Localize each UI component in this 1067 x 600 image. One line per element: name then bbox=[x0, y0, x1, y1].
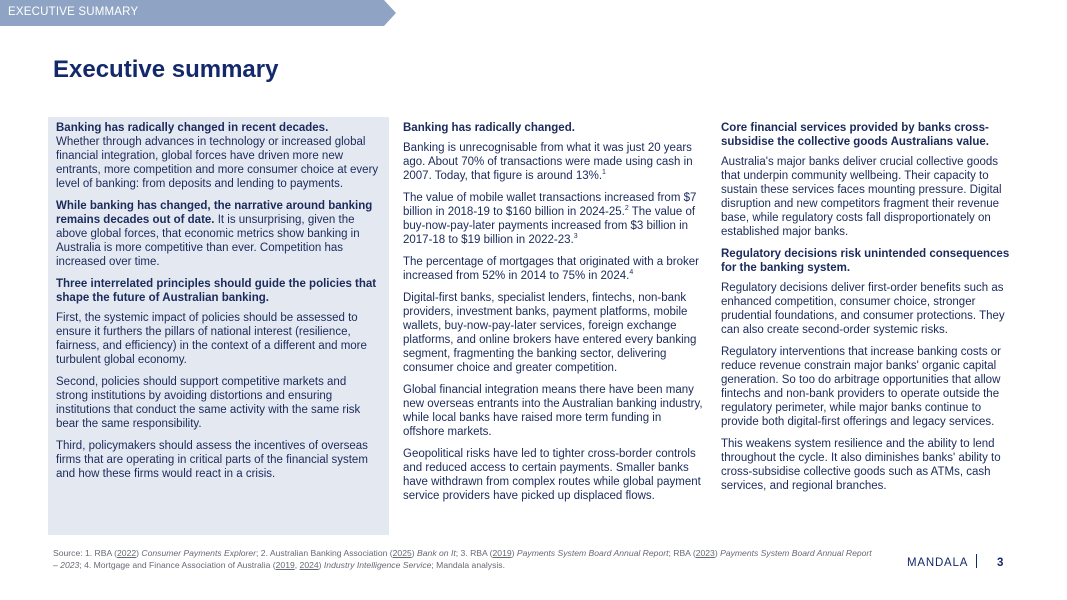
source-title: Payments System Board Annual Report bbox=[516, 548, 669, 558]
paragraph-text: It is unsurprising, given the above global forces, that economic metrics show banking in Australia is more competitive than ever. Competition has increased over time. bbox=[56, 214, 360, 268]
footnote-ref: 4 bbox=[629, 269, 634, 277]
source-text: ) bbox=[511, 548, 517, 558]
column-paragraph: Regulatory decisions deliver first-order benefits such as enhanced competition, consumer choice, stronger prudential foundations, and consumer protections. They can also create second-order systemic risks. bbox=[721, 282, 1005, 336]
source-text: ) bbox=[714, 548, 721, 558]
source-title: Bank on It bbox=[417, 548, 456, 558]
column-heading: Core financial services provided by banks cross-subsidise the collective goods Australians value. bbox=[721, 122, 989, 148]
source-link[interactable]: 2024 bbox=[299, 559, 319, 570]
panel-paragraph: Third, policymakers should assess the incentives of overseas firms that are operating in critical parts of the financial system and how these firms would react in a crisis. bbox=[56, 440, 368, 480]
source-link[interactable]: 2022 bbox=[117, 548, 137, 558]
column-paragraph: Geopolitical risks have led to tighter cross-border controls and reduced access to certain payments. Smaller banks have withdrawn from complex routes while global payment service providers have picked up displaced flows. bbox=[403, 448, 701, 502]
column-paragraph bbox=[403, 141, 703, 183]
footnote-ref: 2 bbox=[624, 205, 629, 213]
panel-paragraph: Whether through advances in technology or increased global financial integration, global forces have driven more new entrants, more competition and more consumer choice at every level of banking: from deposits and lending to payments. bbox=[56, 136, 379, 190]
footnote-ref: 1 bbox=[602, 169, 606, 177]
column-paragraph: Digital-first banks, specialist lenders, fintechs, non-bank providers, investment banks, payment platforms, mobile wallets, buy-now-pay-later services, foreign exchange platforms, and online brokers have entered every banking segment, fragmenting the banking sector, delivering consumer choice and greater competition. bbox=[403, 292, 697, 374]
source-link[interactable]: 2023 bbox=[695, 548, 715, 558]
source-text: ) bbox=[411, 548, 418, 558]
panel-heading: Banking has radically changed in recent decades. bbox=[56, 122, 329, 134]
panel-heading: Three interrelated principles should guide the policies that shape the future of Australian banking. bbox=[56, 278, 377, 304]
source-text: ) bbox=[136, 548, 142, 558]
source-text: ; RBA ( bbox=[668, 548, 696, 558]
footnote-ref: 3 bbox=[573, 233, 578, 241]
paragraph-text: The value of mobile wallet transactions increased from $7 billion in 2018-19 to $160 billion in 2024-25. bbox=[403, 192, 697, 218]
column-heading: Regulatory decisions risk unintended consequences for the banking system. bbox=[721, 248, 1010, 274]
paragraph-text: Banking is unrecognisable from what it was just 20 years ago. About 70% of transactions were made using cash in 2007. Today, that figure is around 13%. bbox=[403, 142, 693, 182]
column-paragraph: This weakens system resilience and the ability to lend throughout the cycle. It also diminishes banks' ability to cross-subsidise collective goods such as ATMs, cash services, and regional branches. bbox=[721, 438, 1001, 492]
page-number: 3 bbox=[997, 557, 1004, 569]
source-title: Payments System Board Annual Report – 2023 bbox=[53, 548, 872, 570]
column-paragraph: Australia's major banks deliver crucial collective goods that underpin community wellbeing. Their capacity to sustain these services faces mounting pressure. Digital disruption and new competitors fragment their revenue base, while regulatory costs fall disproportionately on established major banks. bbox=[721, 156, 1002, 238]
right-column bbox=[721, 117, 1016, 501]
brand-logo-text: MANDALA bbox=[907, 557, 969, 569]
source-text: , bbox=[294, 559, 300, 570]
source-text: ; Mandala analysis. bbox=[431, 559, 505, 570]
left-panel bbox=[48, 117, 389, 535]
panel-paragraph: First, the systemic impact of policies should be assessed to ensure it furthers the pillars of national interest (resilience, fairness, and efficiency) in the context of a different and more turbulent global economy. bbox=[56, 312, 367, 366]
column-paragraph bbox=[403, 255, 703, 283]
source-title: Industry Intelligence Service bbox=[323, 559, 432, 570]
source-note bbox=[53, 548, 873, 571]
section-tag-label: EXECUTIVE SUMMARY bbox=[8, 6, 139, 18]
column-heading: Banking has radically changed. bbox=[403, 122, 575, 134]
source-text: ; 4. Mortgage and Finance Association of Australia ( bbox=[79, 559, 276, 570]
section-tag bbox=[0, 0, 396, 26]
panel-paragraph: Second, policies should support competitive markets and strong institutions by avoiding distortions and ensuring institutions that conduct the same activity with the same risk bear the same responsibility. bbox=[56, 376, 361, 430]
footer-divider bbox=[976, 554, 977, 568]
source-text: ; 3. RBA ( bbox=[455, 548, 493, 558]
paragraph-text: The value of buy-now-pay-later payments increased from $3 billion in 2017-18 to $19 billion in 2022-23. bbox=[403, 206, 696, 246]
page-title: Executive summary bbox=[53, 56, 279, 83]
middle-column bbox=[403, 117, 703, 511]
source-link[interactable]: 2019 bbox=[275, 559, 295, 570]
column-paragraph bbox=[403, 191, 703, 247]
column-paragraph: Regulatory interventions that increase banking costs or reduce revenue constrain major banks' organic capital generation. So too do arbitrage opportunities that allow fintechs and non-bank providers to operate outside the regulatory perimeter, while major banks continue to provide both digital-first offerings and legacy services. bbox=[721, 346, 1001, 428]
source-text: Source: 1. RBA ( bbox=[53, 548, 118, 558]
source-link[interactable]: 2019 bbox=[492, 548, 512, 558]
column-paragraph: Global financial integration means there have been many new overseas entrants into the Australian banking industry, while local banks have raised more term funding in offshore markets. bbox=[403, 384, 703, 438]
source-text: ; 2. Australian Banking Association ( bbox=[256, 548, 393, 558]
source-text: ) bbox=[318, 559, 324, 570]
paragraph-text: The percentage of mortgages that originated with a broker increased from 52% in 2014 to 75% in 2024. bbox=[403, 256, 699, 282]
source-link[interactable]: 2025 bbox=[392, 548, 412, 558]
panel-paragraph bbox=[56, 199, 381, 269]
source-title: Consumer Payments Explorer bbox=[141, 548, 257, 558]
bold-lead: While banking has changed, the narrative around banking remains decades out of date. bbox=[56, 200, 373, 226]
